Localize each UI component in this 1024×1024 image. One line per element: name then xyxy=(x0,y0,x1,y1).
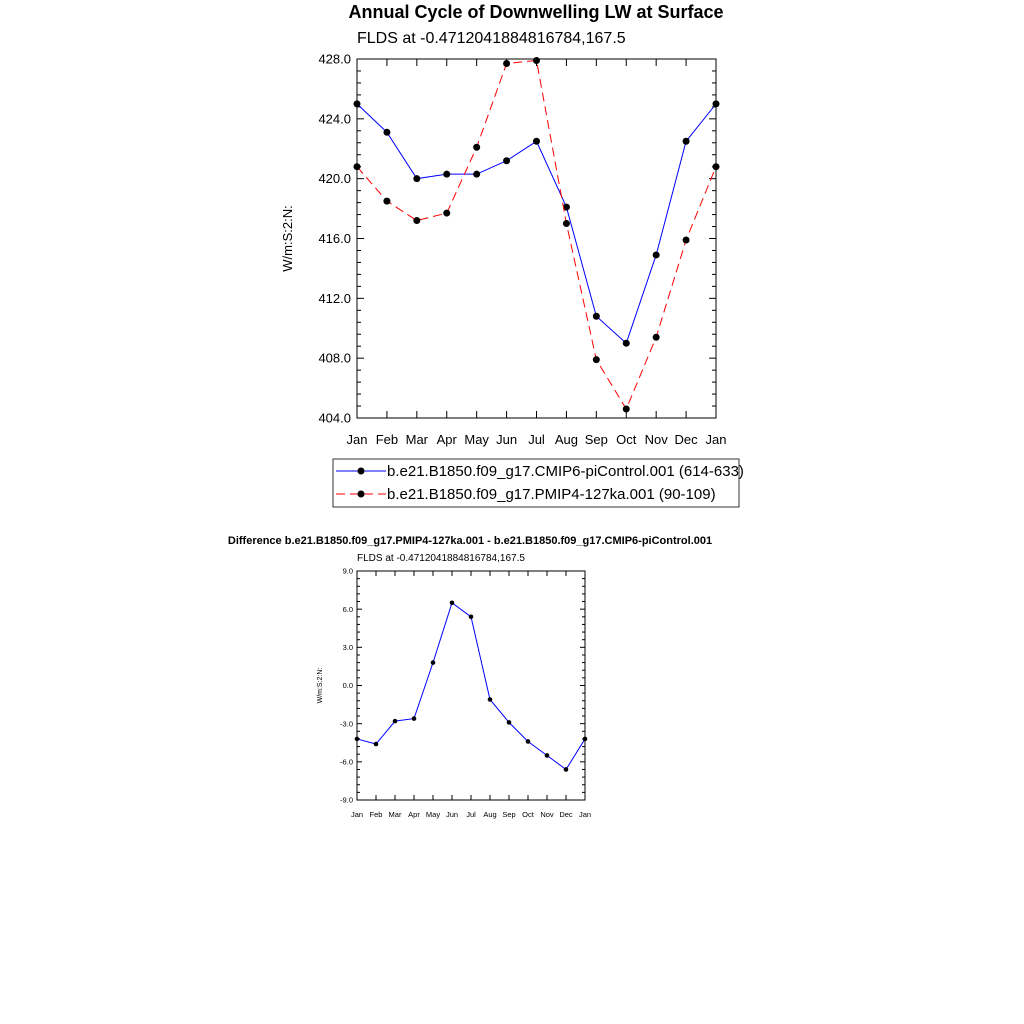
top-series-2-point xyxy=(443,210,450,217)
y-tick-label: -3.0 xyxy=(340,719,353,729)
top-series-2-point xyxy=(653,334,660,341)
bottom-y-axis-label: W/m:S:2:N: xyxy=(317,667,324,704)
top-y-axis-label: W/m:S:2:N: xyxy=(280,205,295,272)
y-tick-label: -9.0 xyxy=(340,795,353,805)
bottom-series-1-point xyxy=(374,742,379,747)
top-series-2-point xyxy=(713,163,720,170)
x-tick-label: Aug xyxy=(483,810,497,819)
legend-marker-2 xyxy=(358,491,365,498)
bottom-chart-subtitle: FLDS at -0.4712041884816784,167.5 xyxy=(357,553,525,564)
top-series-1-point xyxy=(713,100,720,107)
top-series-1-point xyxy=(354,100,361,107)
top-series-1-point xyxy=(473,171,480,178)
bottom-plot-frame xyxy=(357,571,585,800)
top-series-2-point xyxy=(683,236,690,243)
x-tick-label: Jan xyxy=(578,810,592,819)
x-tick-label: May xyxy=(425,810,441,819)
y-tick-label: 424.0 xyxy=(318,111,351,127)
y-tick-label: 9.0 xyxy=(342,566,353,576)
bottom-series-1-point xyxy=(450,601,455,606)
top-plot-frame xyxy=(357,59,716,418)
x-tick-label: Jun xyxy=(445,810,459,819)
top-series-2-point xyxy=(623,406,630,413)
y-tick-label: 0.0 xyxy=(342,681,353,691)
bottom-series-1-point xyxy=(545,753,550,758)
legend-label-2: b.e21.B1850.f09_g17.PMIP4-127ka.001 (90-109) xyxy=(387,486,716,503)
x-tick-label: Apr xyxy=(408,810,420,819)
bottom-chart-title: Difference b.e21.B1850.f09_g17.PMIP4-127ka.001 - b.e21.B1850.f09_g17.CMIP6-piControl.001 xyxy=(227,535,713,547)
top-series-2-point xyxy=(593,356,600,363)
y-tick-label: 428.0 xyxy=(318,51,351,67)
top-chart xyxy=(280,52,726,447)
x-tick-label: Feb xyxy=(369,810,383,819)
top-series-1-point xyxy=(683,138,690,145)
chart-title: Annual Cycle of Downwelling LW at Surface xyxy=(348,2,724,22)
x-tick-label: Sep xyxy=(584,432,608,447)
y-tick-label: 3.0 xyxy=(342,642,353,652)
x-tick-label: Dec xyxy=(674,432,698,447)
bottom-series-1-point xyxy=(507,720,512,725)
top-series-1-point xyxy=(413,175,420,182)
x-tick-label: Nov xyxy=(644,432,668,447)
top-series-1-point xyxy=(653,251,660,258)
y-tick-label: 420.0 xyxy=(318,171,351,187)
x-tick-label: Mar xyxy=(405,432,429,447)
top-series-1-point xyxy=(593,313,600,320)
top-series-1-point xyxy=(443,171,450,178)
top-series-2-point xyxy=(354,163,361,170)
top-series-2-point xyxy=(563,220,570,227)
x-tick-label: May xyxy=(464,432,489,447)
top-chart-subtitle: FLDS at -0.4712041884816784,167.5 xyxy=(357,30,626,47)
x-tick-label: Dec xyxy=(559,810,573,819)
bottom-series-1-point xyxy=(583,737,588,742)
legend-marker-1 xyxy=(358,468,365,475)
x-tick-label: Apr xyxy=(436,432,457,447)
y-tick-label: 6.0 xyxy=(342,604,353,614)
top-series-1-point xyxy=(503,157,510,164)
top-series-2-point xyxy=(413,217,420,224)
x-tick-label: Jul xyxy=(466,810,476,819)
x-tick-label: Feb xyxy=(375,432,399,447)
x-tick-label: Jun xyxy=(496,432,518,447)
bottom-series-1-point xyxy=(526,739,531,744)
top-series-1-point xyxy=(533,138,540,145)
bottom-series-1-point xyxy=(469,615,474,620)
x-tick-label: Sep xyxy=(502,810,516,819)
bottom-series-1-point xyxy=(412,716,417,721)
x-tick-label: Mar xyxy=(388,810,402,819)
top-series-line-2 xyxy=(357,60,716,409)
legend-label-1: b.e21.B1850.f09_g17.CMIP6-piControl.001 (614-633) xyxy=(387,463,744,480)
x-tick-label: Jan xyxy=(350,810,364,819)
x-tick-label: Jul xyxy=(528,432,545,447)
bottom-series-1-point xyxy=(488,697,493,702)
x-tick-label: Oct xyxy=(616,432,637,447)
x-tick-label: Nov xyxy=(540,810,554,819)
x-tick-label: Jan xyxy=(346,432,368,447)
top-series-2-point xyxy=(473,144,480,151)
top-series-1-point xyxy=(383,129,390,136)
y-tick-label: 416.0 xyxy=(318,231,351,247)
top-series-2-point xyxy=(503,60,510,67)
y-tick-label: 408.0 xyxy=(318,350,351,366)
top-series-1-point xyxy=(623,340,630,347)
x-tick-label: Aug xyxy=(554,432,578,447)
legend xyxy=(333,459,744,507)
bottom-series-1-point xyxy=(431,660,436,665)
bottom-chart xyxy=(317,567,591,819)
x-tick-label: Jan xyxy=(705,432,727,447)
x-tick-label: Oct xyxy=(522,810,534,819)
y-tick-label: 412.0 xyxy=(318,290,351,306)
bottom-series-1-point xyxy=(393,719,398,724)
y-tick-label: 404.0 xyxy=(318,410,351,426)
y-tick-label: -6.0 xyxy=(340,757,353,767)
bottom-series-1-point xyxy=(564,767,569,772)
top-series-2-point xyxy=(533,57,540,64)
bottom-series-line-1 xyxy=(357,603,585,770)
bottom-series-1-point xyxy=(355,737,360,742)
top-series-2-point xyxy=(383,198,390,205)
